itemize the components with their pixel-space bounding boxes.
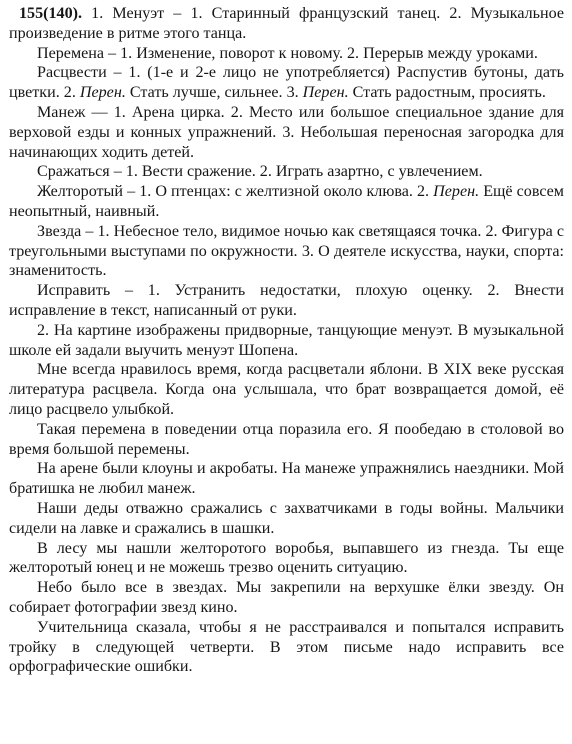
example-paragraph: 2. На картине изображены придворные, танцующие менуэт. В музыкальной школе ей задали выучить менуэт Шопена.	[9, 321, 564, 359]
definition-paragraph	[9, 222, 564, 281]
definition-text: Ещё совсем неопытный, наивный.	[9, 183, 564, 220]
definition-text: Манеж — 1. Арена цирка. 2. Место или большое специальное здание для верховой езды и конных упражнений. 3. Небольшая переносная загородка для начинающих ходить детей.	[9, 103, 564, 161]
definition-text: 1. Менуэт – 1. Старинный французский танец. 2. Музыкальное произведение в ритме этого танца.	[9, 5, 564, 42]
example-paragraph: Такая перемена в поведении отца поразила его. Я пообедаю в столовой во время большой перемены.	[9, 420, 564, 458]
definition-text: Звезда – 1. Небесное тело, видимое ночью как светящаяся точка. 2. Фигура с треугольными выступами по окружности. 3. О деятеле искусства, науки, спорта: знаменитость.	[9, 222, 564, 280]
definition-text: Расцвести – 1. (1-е и 2-е лицо не употребляется) Распустив бутоны, дать цветки. 2.	[9, 64, 564, 102]
definition-paragraph	[9, 162, 564, 182]
figurative-marker: Перен.	[302, 84, 349, 102]
example-paragraph: Небо было все в звездах. Мы закрепили на верхушке ёлки звезду. Он собирает фотографии звезд кино.	[9, 579, 564, 616]
exercise-number: 155(140).	[19, 5, 83, 22]
definition-text: Желторотый – 1. О птенцах: с желтизной около клюва. 2.	[37, 183, 434, 201]
example-sentences	[9, 321, 564, 677]
definition-paragraph	[9, 63, 564, 103]
figurative-marker: Перен.	[433, 183, 480, 201]
definition-paragraph	[9, 182, 564, 222]
definition-text: Исправить – 1. Устранить недостатки, плохую оценку. 2. Внести исправление в текст, написанный от руки.	[9, 282, 564, 319]
example-paragraph: В лесу мы нашли желторотого воробья, выпавшего из гнезда. Ты еще желторотый юнец и не можешь трезво оценить ситуацию.	[9, 539, 564, 577]
definition-text: Стать лучше, сильнее. 3.	[125, 84, 303, 102]
example-paragraph: Наши деды отважно сражались с захватчиками в годы войны. Мальчики сидели на лавке и сражались в шашки.	[9, 499, 564, 537]
definition-text: Перемена – 1. Изменение, поворот к новому. 2. Перерыв между уроками.	[37, 44, 538, 62]
example-paragraph: Мне всегда нравилось время, когда расцветали яблони. В XIX веке русская литература расцвела. Когда она услышала, что брат возвращается домой, её лицо расцвело улыбкой.	[9, 361, 564, 418]
example-paragraph: Учительница сказала, чтобы я не расстраивался и попытался исправить тройку в следующей четверти. В этом письме надо исправить все орфографические ошибки.	[9, 618, 564, 676]
example-paragraph: На арене были клоуны и акробаты. На манеже упражнялись наездники. Мой братишка не любил манеж.	[9, 460, 564, 498]
definition-paragraph	[9, 44, 564, 64]
figurative-marker: Перен.	[79, 84, 126, 102]
definition-text: Стать радостным, просиять.	[348, 84, 546, 102]
definition-text: Сражаться – 1. Вести сражение. 2. Играть азартно, с увлечением.	[37, 163, 483, 181]
definition-paragraph	[9, 4, 564, 44]
word-meanings	[9, 4, 564, 321]
definition-paragraph	[9, 103, 564, 162]
definition-paragraph	[9, 281, 564, 321]
